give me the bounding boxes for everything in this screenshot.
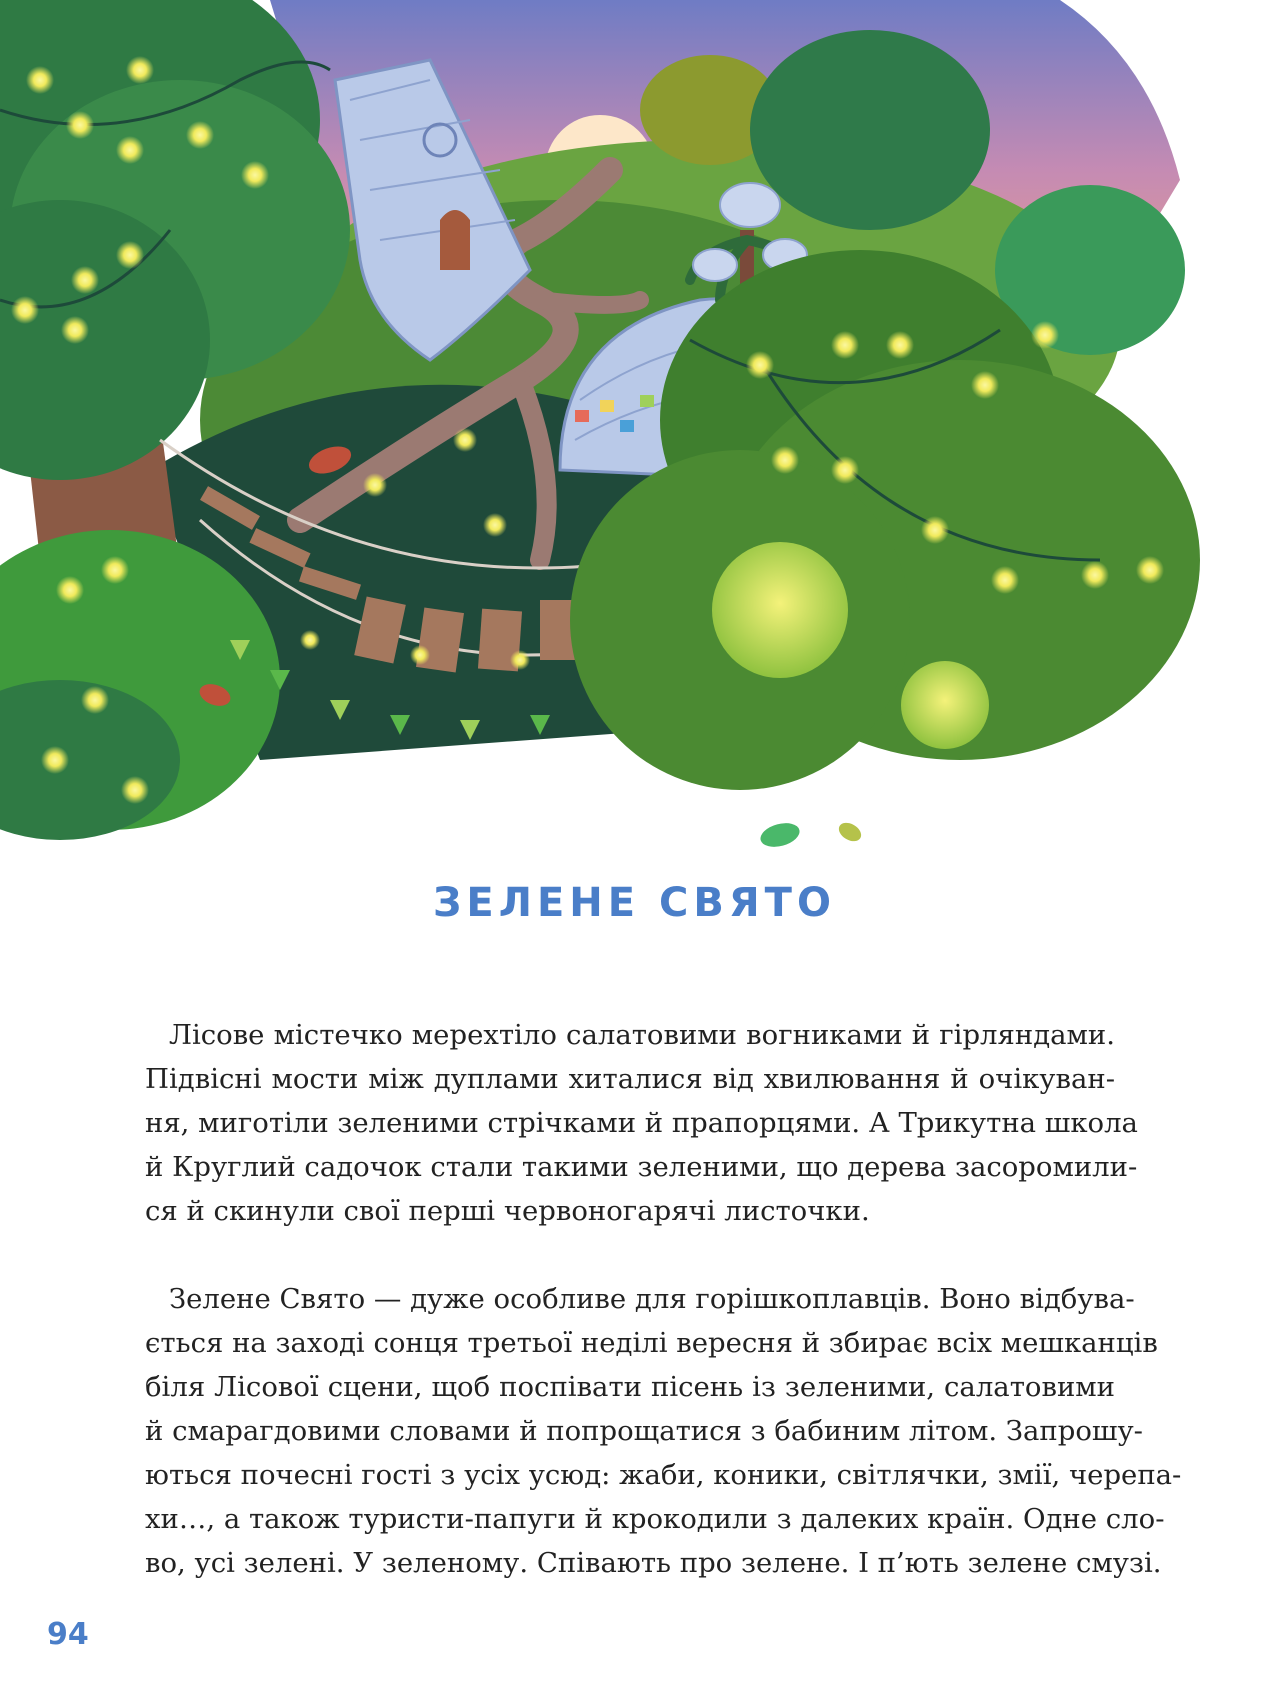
path bbox=[540, 300, 640, 305]
tree-canopy bbox=[750, 30, 990, 230]
paragraph bbox=[145, 1277, 1182, 1585]
text-line: во, усі зелені. У зеленому. Співають про зелене. І п’ють зелене смузі. bbox=[145, 1547, 1162, 1579]
text-line: Зелене Свято — дуже особливе для горішкоплавців. Воно відбува- bbox=[169, 1283, 1135, 1315]
text-line: ся й скинули свої перші червоногарячі листочки. bbox=[145, 1195, 870, 1227]
leaf bbox=[836, 819, 865, 845]
text-line: ня, миготіли зеленими стрічками й прапорцями. А Трикутна школа bbox=[145, 1107, 1138, 1139]
text-line: й смарагдовими словами й попрощатися з бабиним літом. Запрошу- bbox=[145, 1415, 1143, 1447]
text-line: ється на заході сонця третьої неділі вересня й збирає всіх мешканців bbox=[145, 1327, 1158, 1359]
text-line: ються почесні гості з усіх усюд: жаби, коники, світлячки, змії, черепа- bbox=[145, 1459, 1182, 1491]
hanging-lantern bbox=[901, 661, 989, 749]
text-line: Лісове містечко мерехтіло салатовими вогниками й гірляндами. bbox=[169, 1019, 1115, 1051]
paragraph bbox=[145, 1013, 1138, 1233]
leaf bbox=[758, 819, 802, 851]
text-line: біля Лісової сцени, щоб поспівати пісень із зеленими, салатовими bbox=[145, 1371, 1115, 1403]
story-text bbox=[145, 1013, 1182, 1585]
page-number: 94 bbox=[47, 1617, 89, 1652]
text-line: хи…, а також туристи-папуги й крокодили з далеких країн. Одне сло- bbox=[145, 1503, 1165, 1535]
hanging-lantern bbox=[712, 542, 848, 678]
text-line: й Круглий садочок стали такими зеленими, що дерева засоромили- bbox=[145, 1151, 1138, 1183]
page-title: ЗЕЛЕНЕ СВЯТО bbox=[433, 880, 836, 926]
text-line: Підвісні мости між дуплами хиталися від хвилювання й очікуван- bbox=[145, 1063, 1115, 1095]
